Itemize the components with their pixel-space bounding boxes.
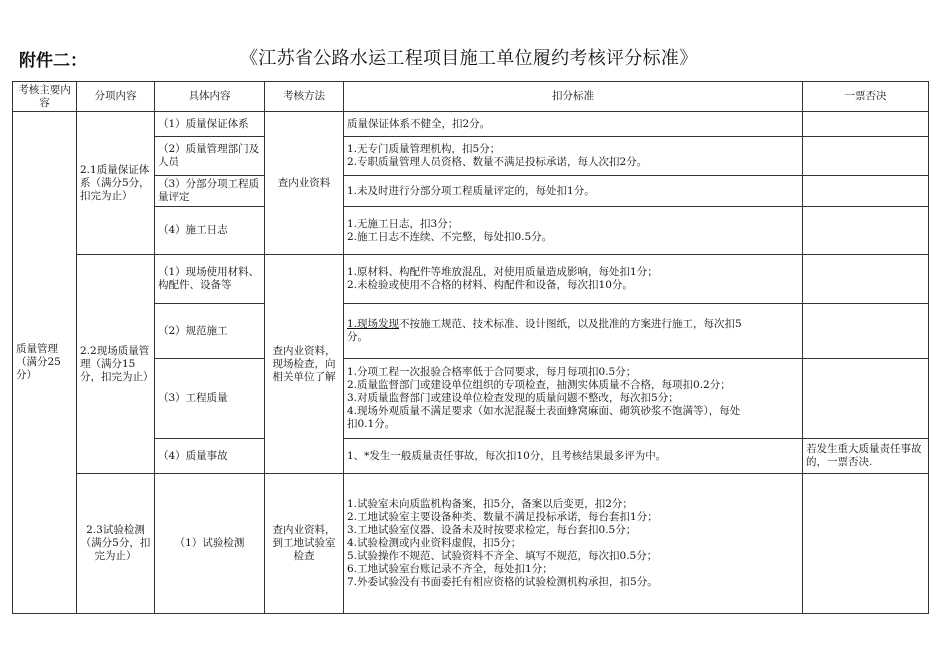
criteria-cell [344,176,803,207]
veto-cell [803,207,929,255]
table-row [13,474,929,614]
criteria-line: 1.原材料、构配件等堆放混乱，对使用质量造成影响，每处扣1分； [347,266,658,278]
criteria-cell [344,439,803,474]
criteria-line: 1.分项工程一次报验合格率低于合同要求，每月每项扣0.5分； [347,366,637,378]
document-title: 《江苏省公路水运工程项目施工单位履约考核评分标准》 [240,48,698,69]
table-row [13,112,929,137]
scoring-table [12,81,929,614]
table-row [13,255,929,304]
method-cell: 查内业资料，现场检查，向相关单位了解 [265,255,344,474]
col-header-method: 考核方法 [265,82,344,112]
item-content: （1）现场使用材料、构配件、设备等 [155,255,265,304]
main-category-cell: 质量管理（满分25分） [13,112,77,614]
criteria-line: 4.试验检测或内业资料虚假，扣5分； [347,537,522,549]
col-header-veto: 一票否决 [803,82,929,112]
criteria-line: 1.试验室未向质监机构备案，扣5分，备案以后变更，扣2分； [347,498,633,510]
item-content: （2）规范施工 [155,304,265,359]
criteria-line: 1.无专门质量管理机构，扣5分； [347,143,501,155]
criteria-line: 1.无施工日志，扣3分； [347,217,459,230]
veto-cell [803,255,929,304]
col-header-main: 考核主要内容 [13,82,77,112]
criteria-line: 2.施工日志不连续、不完整，每处扣0.5分。 [347,230,553,243]
criteria-line: 1.未及时进行分部分项工程质量评定的，每处扣1分。 [347,184,595,197]
veto-cell [803,112,929,137]
criteria-line: 2.工地试验室主要设备种类、数量不满足投标承诺，每台套扣1分； [347,511,658,523]
criteria-line: 2.质量监督部门或建设单位组织的专项检查，抽测实体质量不合格，每项扣0.2分； [347,379,731,391]
col-header-content: 具体内容 [155,82,265,112]
criteria-line: 质量保证体系不健全，扣2分。 [347,117,491,130]
col-header-criteria: 扣分标准 [344,82,803,112]
criteria-underlined: 1.现场发现 [347,318,400,330]
col-header-sub: 分项内容 [77,82,155,112]
item-content: （1）质量保证体系 [155,112,265,137]
item-content: （3）工程质量 [155,359,265,439]
item-content: （4）施工日志 [155,207,265,255]
item-content: （3）分部分项工程质量评定 [155,176,265,207]
veto-cell [803,137,929,176]
criteria-line: 2.专职质量管理人员资格、数量不满足投标承诺，每人次扣2分。 [347,156,648,168]
criteria-cell [344,474,803,614]
method-cell: 查内业资料 [265,112,344,255]
item-content: （4）质量事故 [155,439,265,474]
criteria-cell [344,112,803,137]
criteria-line: 3.工地试验室仪器、设备未及时按要求检定，每台套扣0.5分； [347,524,637,536]
veto-cell [803,176,929,207]
criteria-line: 2.未检验或使用不合格的材料、构配件和设备，每次扣10分。 [347,279,633,291]
criteria-cell [344,255,803,304]
criteria-line: 4.现场外观质量不满足要求（如水泥混凝土表面蜂窝麻面、砌筑砂浆不饱满等），每处 [347,405,741,417]
criteria-text: 不按施工规范、技术标准、设计图纸，以及批准的方案进行施工，每次扣5 [399,318,742,330]
criteria-cell [344,359,803,439]
criteria-line: 扣0.1分。 [347,418,396,430]
criteria-line: 6.工地试验室台账记录不齐全，每处扣1分； [347,563,553,575]
criteria-cell [344,137,803,176]
header-row [13,82,929,112]
criteria-cell [344,207,803,255]
section-name: 2.2现场质量管理（满分15分，扣完为止） [77,255,155,474]
criteria-line: 5.试验操作不规范、试验资料不齐全、填写不规范，每次扣0.5分； [347,550,658,562]
section-name: 2.1质量保证体系（满分5分，扣完为止） [77,112,155,255]
attachment-label: 附件二： [19,51,87,71]
veto-cell [803,304,929,359]
veto-cell [803,474,929,614]
item-content: （1）试验检测 [155,474,265,614]
veto-text: 若发生重大质量责任事故的，一票否决. [803,439,929,474]
section-name: 2.3试验检测（满分5分，扣完为止） [77,474,155,614]
criteria-line: 1、*发生一般质量责任事故，每次扣10分，且考核结果最多评为中。 [347,449,667,462]
criteria-line: 7.外委试验没有书面委托有相应资格的试验检测机构承担，扣5分。 [347,576,658,588]
criteria-line [347,318,799,331]
item-content: （2）质量管理部门及人员 [155,137,265,176]
title-row [0,0,950,78]
criteria-line: 分。 [347,331,368,343]
method-cell: 查内业资料，到工地试验室检查 [265,474,344,614]
veto-cell [803,359,929,439]
criteria-line: 3.对质量监督部门或建设单位检查发现的质量问题不整改，每次扣5分； [347,392,679,404]
criteria-cell [344,304,803,359]
